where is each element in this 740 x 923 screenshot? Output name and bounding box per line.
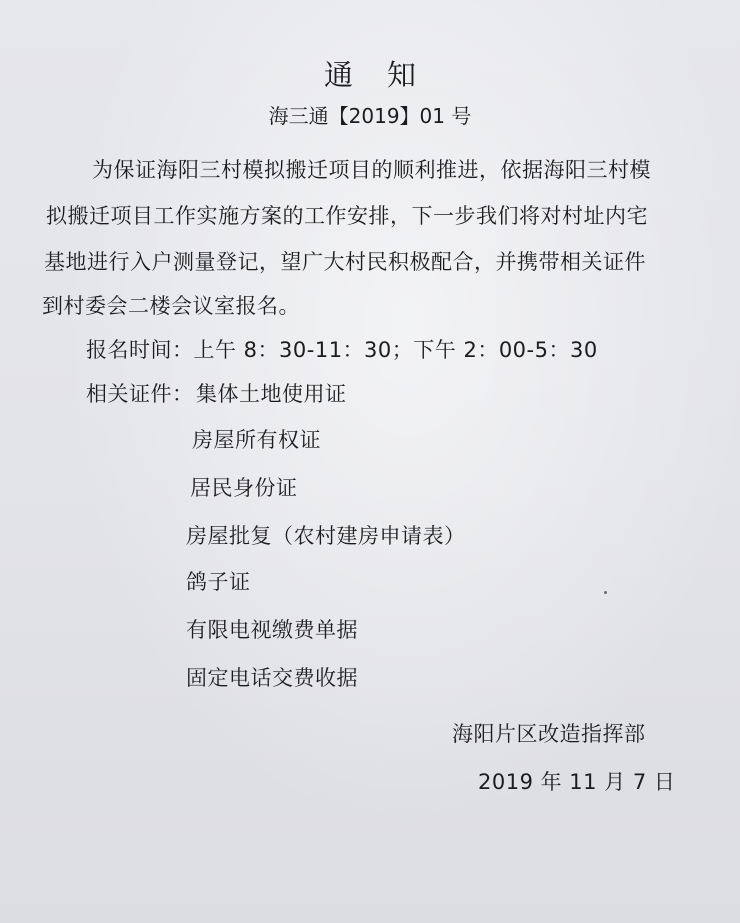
body-line-1: 为保证海阳三村模拟搬迁项目的顺利推进，依据海阳三村模 (92, 158, 651, 182)
document-item: 居民身份证 (190, 476, 298, 500)
document-item: 固定电话交费收据 (186, 666, 358, 690)
document-item: 房屋所有权证 (192, 428, 321, 452)
paper-speck (604, 591, 607, 594)
document-item: 房屋批复（农村建房申请表） (186, 524, 466, 548)
body-line-3: 基地进行入户测量登记，望广大村民积极配合，并携带相关证件 (44, 250, 646, 274)
document-number: 海三通【2019】01 号 (268, 104, 472, 128)
document-item: 集体土地使用证 (196, 382, 347, 406)
issue-date: 2019 年 11 月 7 日 (478, 770, 676, 794)
notice-title: 通知 (323, 58, 450, 92)
body-line-4: 到村委会二楼会议室报名。 (42, 294, 300, 318)
issuer: 海阳片区改造指挥部 (452, 722, 646, 746)
registration-time: 报名时间：上午 8：30-11：30；下午 2：00-5：30 (86, 338, 598, 362)
documents-label: 相关证件： (86, 382, 194, 406)
document-item: 鸽子证 (186, 570, 251, 594)
document-item: 有限电视缴费单据 (186, 618, 358, 642)
body-line-2: 拟搬迁项目工作实施方案的工作安排，下一步我们将对村址内宅 (46, 204, 648, 228)
